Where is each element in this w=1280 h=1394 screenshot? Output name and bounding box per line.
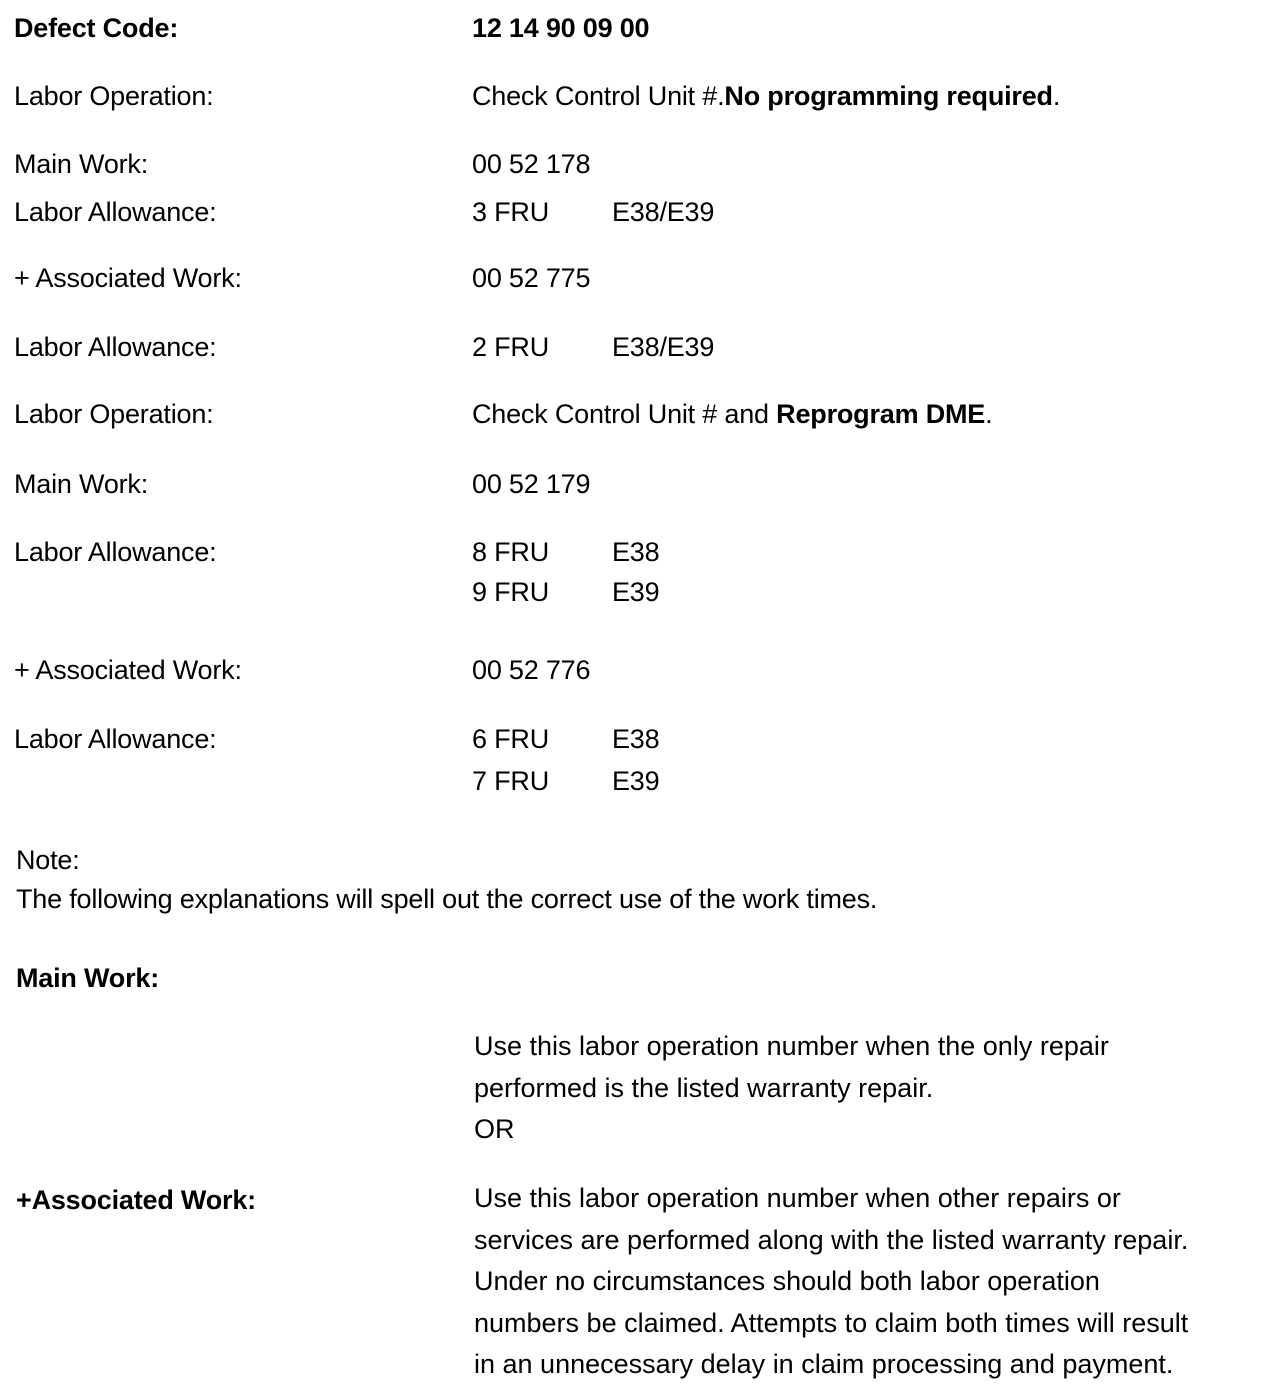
labor-allowance-fru: 9 FRU xyxy=(472,577,550,607)
main-work-label: Main Work: xyxy=(14,469,149,499)
defect-code-value: 12 14 90 09 00 xyxy=(472,13,650,43)
main-work-value: 00 52 179 xyxy=(472,469,591,499)
associated-work-label: + Associated Work: xyxy=(14,263,242,293)
labor-allowance-fru: 7 FRU xyxy=(472,766,550,796)
paragraph-line: in an unnecessary delay in claim processing and payment. xyxy=(474,1349,1174,1379)
associated-work-label: + Associated Work: xyxy=(14,655,242,685)
labor-allowance-model: E38/E39 xyxy=(612,197,715,227)
labor-allowance-label: Labor Allowance: xyxy=(14,724,217,754)
associated-work-heading: +Associated Work: xyxy=(16,1185,256,1215)
labor-allowance-label: Labor Allowance: xyxy=(14,197,217,227)
paragraph-line: OR xyxy=(474,1114,515,1144)
labor-allowance-fru: 8 FRU xyxy=(472,537,550,567)
paragraph-line: Use this labor operation number when other repairs or xyxy=(474,1183,1121,1213)
defect-code-label: Defect Code: xyxy=(14,13,179,43)
paragraph-line: Under no circumstances should both labor operation xyxy=(474,1266,1100,1296)
main-work-value: 00 52 178 xyxy=(472,149,591,179)
associated-work-explanation xyxy=(474,1178,1264,1386)
labor-operation-label: Labor Operation: xyxy=(14,399,214,429)
labor-allowance-model: E38/E39 xyxy=(612,332,715,362)
labor-operation-value: Check Control Unit #.No programming required. xyxy=(472,81,1061,111)
paragraph-line: services are performed along with the listed warranty repair. xyxy=(474,1224,1189,1255)
labor-operation-value: Check Control Unit # and Reprogram DME. xyxy=(472,399,993,429)
labor-allowance-fru: 2 FRU xyxy=(472,332,550,362)
associated-work-value: 00 52 776 xyxy=(472,655,591,685)
note-label: Note: xyxy=(16,845,80,875)
associated-work-value: 00 52 775 xyxy=(472,263,591,293)
main-work-heading: Main Work: xyxy=(16,963,160,993)
labor-allowance-model: E38 xyxy=(612,537,660,567)
labor-allowance-model: E39 xyxy=(612,577,660,607)
main-work-explanation xyxy=(474,1026,1264,1151)
labor-allowance-label: Labor Allowance: xyxy=(14,332,217,362)
labor-allowance-model: E38 xyxy=(612,724,660,754)
labor-allowance-label: Labor Allowance: xyxy=(14,537,217,567)
paragraph-line: performed is the listed warranty repair. xyxy=(474,1072,934,1103)
labor-allowance-model: E39 xyxy=(612,766,660,796)
note-text: The following explanations will spell out the correct use of the work times. xyxy=(16,884,878,914)
labor-operation-label: Labor Operation: xyxy=(14,81,214,111)
labor-allowance-fru: 3 FRU xyxy=(472,197,550,227)
paragraph-line: Use this labor operation number when the only repair xyxy=(474,1031,1109,1061)
labor-allowance-fru: 6 FRU xyxy=(472,724,550,754)
main-work-label: Main Work: xyxy=(14,149,149,179)
paragraph-line: numbers be claimed. Attempts to claim both times will result xyxy=(474,1307,1189,1338)
